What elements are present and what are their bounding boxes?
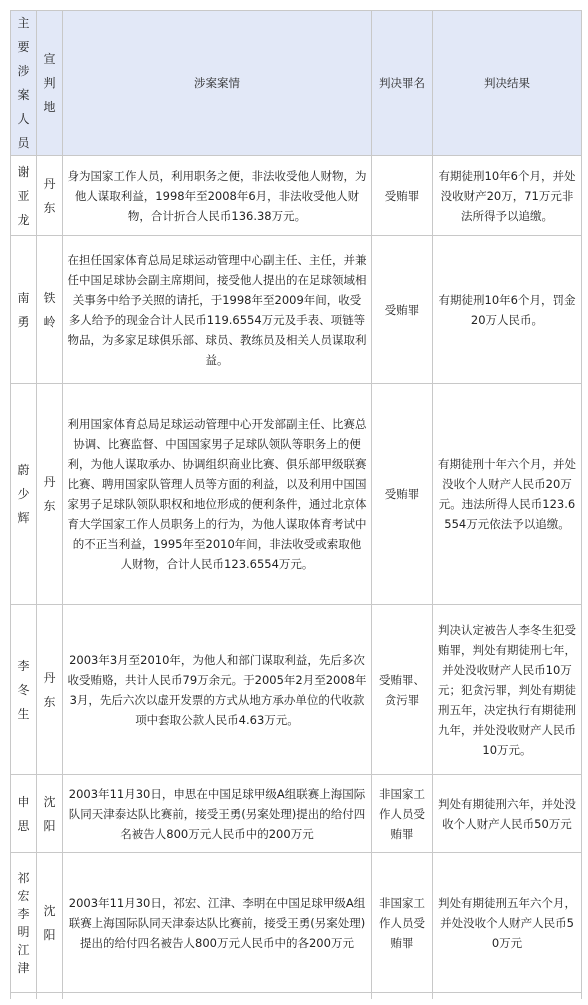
header-place: 宣判地 — [37, 11, 63, 156]
cell-crime: 非国家工作人员受贿罪 — [372, 775, 433, 853]
cell-person: 申思 — [11, 775, 37, 853]
table-row — [11, 236, 582, 384]
table-header-row — [11, 11, 582, 156]
cell-crime: 受贿罪 — [372, 384, 433, 605]
cell-case: 2003年3月至2010年，为他人和部门谋取利益，先后多次收受贿赂，共计人民币79万余元。于2005年2月至2008年3月，先后六次以虚开发票的方式从地方承办单位的代收款项中套取公款人民币4.63万元。 — [63, 605, 372, 775]
cell-place: 沈阳 — [37, 853, 63, 993]
cell-place: 沈阳 — [37, 775, 63, 853]
cell-result: 判处有期徒刑六年，并处没收个人财产人民币50万元 — [433, 775, 582, 853]
cell-result: 判决认定被告人李冬生犯受贿罪，判处有期徒刑七年，并处没收财产人民币10万元；犯贪污罪，判处有期徒刑五年，决定执行有期徒刑九年，并处没收财产人民币10万元。 — [433, 605, 582, 775]
cell-case: 2003年11月30日，祁宏、江津、李明在中国足球甲级A组联赛上海国际队同天津泰达队比赛前，接受王勇(另案处理)提出的给付四名被告人800万元人民币中的各200万元 — [63, 853, 372, 993]
header-result: 判决结果 — [433, 11, 582, 156]
cell-result: 有期徒刑10年6个月，罚金20万人民币。 — [433, 236, 582, 384]
cell-case: 2003年11月30日，申思在中国足球甲级A组联赛上海国际队同天津泰达队比赛前，接受王勇(另案处理)提出的给付四名被告人800万元人民币中的200万元 — [63, 775, 372, 853]
cell-case: 在担任国家体育总局足球运动管理中心副主任、主任，并兼任中国足球协会副主席期间，接受他人提出的在足球领域相关事务中给予关照的请托，于1998年至2009年间，收受多人给予的现金合计人民币119.6554万元及手表、项链等物品，为多家足球俱乐部、球员、教练员及相关人员谋取利益。 — [63, 236, 372, 384]
cell-person: 南勇 — [11, 236, 37, 384]
cell-person: 蔚少辉 — [11, 384, 37, 605]
cell-place: 丹东 — [37, 156, 63, 236]
cell-crime: 非国家工作人员受贿罪 — [372, 853, 433, 993]
cell-crime: 受贿罪 — [372, 156, 433, 236]
table-row — [11, 605, 582, 775]
cell-crime: 受贿罪、贪污罪 — [372, 605, 433, 775]
header-person: 主要涉案人员 — [11, 11, 37, 156]
cell-result: 有期徒刑十年六个月，并处没收个人财产人民币20万元。违法所得人民币123.6554万元依法予以追缴。 — [433, 384, 582, 605]
cell-case: 利用国家体育总局足球运动管理中心开发部副主任、比赛总协调、比赛监督、中国国家男子足球队领队等职务上的便利，为他人谋取承办、协调组织商业比赛、俱乐部甲级联赛比赛、聘用国家队管理人员等方面的利益，以及利用中国国家男子足球队领队职权和地位形成的便利条件，通过北京体育大学国家工作人员职务上的行为，为他人谋取体育考试中的不正当利益，1995年至2010年间，非法收受或索取他人财物，合计人民币123.6554万元。 — [63, 384, 372, 605]
cell-crime: 受贿罪 — [372, 236, 433, 384]
cell-person: 李冬生 — [11, 605, 37, 775]
table-row — [11, 384, 582, 605]
cell-person: 祁宏李明江津 — [11, 853, 37, 993]
table-row — [11, 775, 582, 853]
cell-place: 丹东 — [37, 384, 63, 605]
cell-result: 有期徒刑10年6个月，并处没收财产20万，71万元非法所得予以追缴。 — [433, 156, 582, 236]
cell-case: 身为国家工作人员，利用职务之便，非法收受他人财物，为他人谋取利益，1998年至2008年6月，非法收受他人财物，合计折合人民币136.38万元。 — [63, 156, 372, 236]
table-row — [11, 156, 582, 236]
cell-result: 判处有期徒刑五年六个月，并处没收个人财产人民币50万元 — [433, 853, 582, 993]
court-verdicts-table — [10, 10, 582, 999]
cell-person: 谢亚龙 — [11, 156, 37, 236]
header-case: 涉案案情 — [63, 11, 372, 156]
header-crime: 判决罪名 — [372, 11, 433, 156]
cell-place: 铁岭 — [37, 236, 63, 384]
table-row — [11, 853, 582, 993]
cell-place: 丹东 — [37, 605, 63, 775]
table-row-cut-off — [11, 993, 582, 1000]
